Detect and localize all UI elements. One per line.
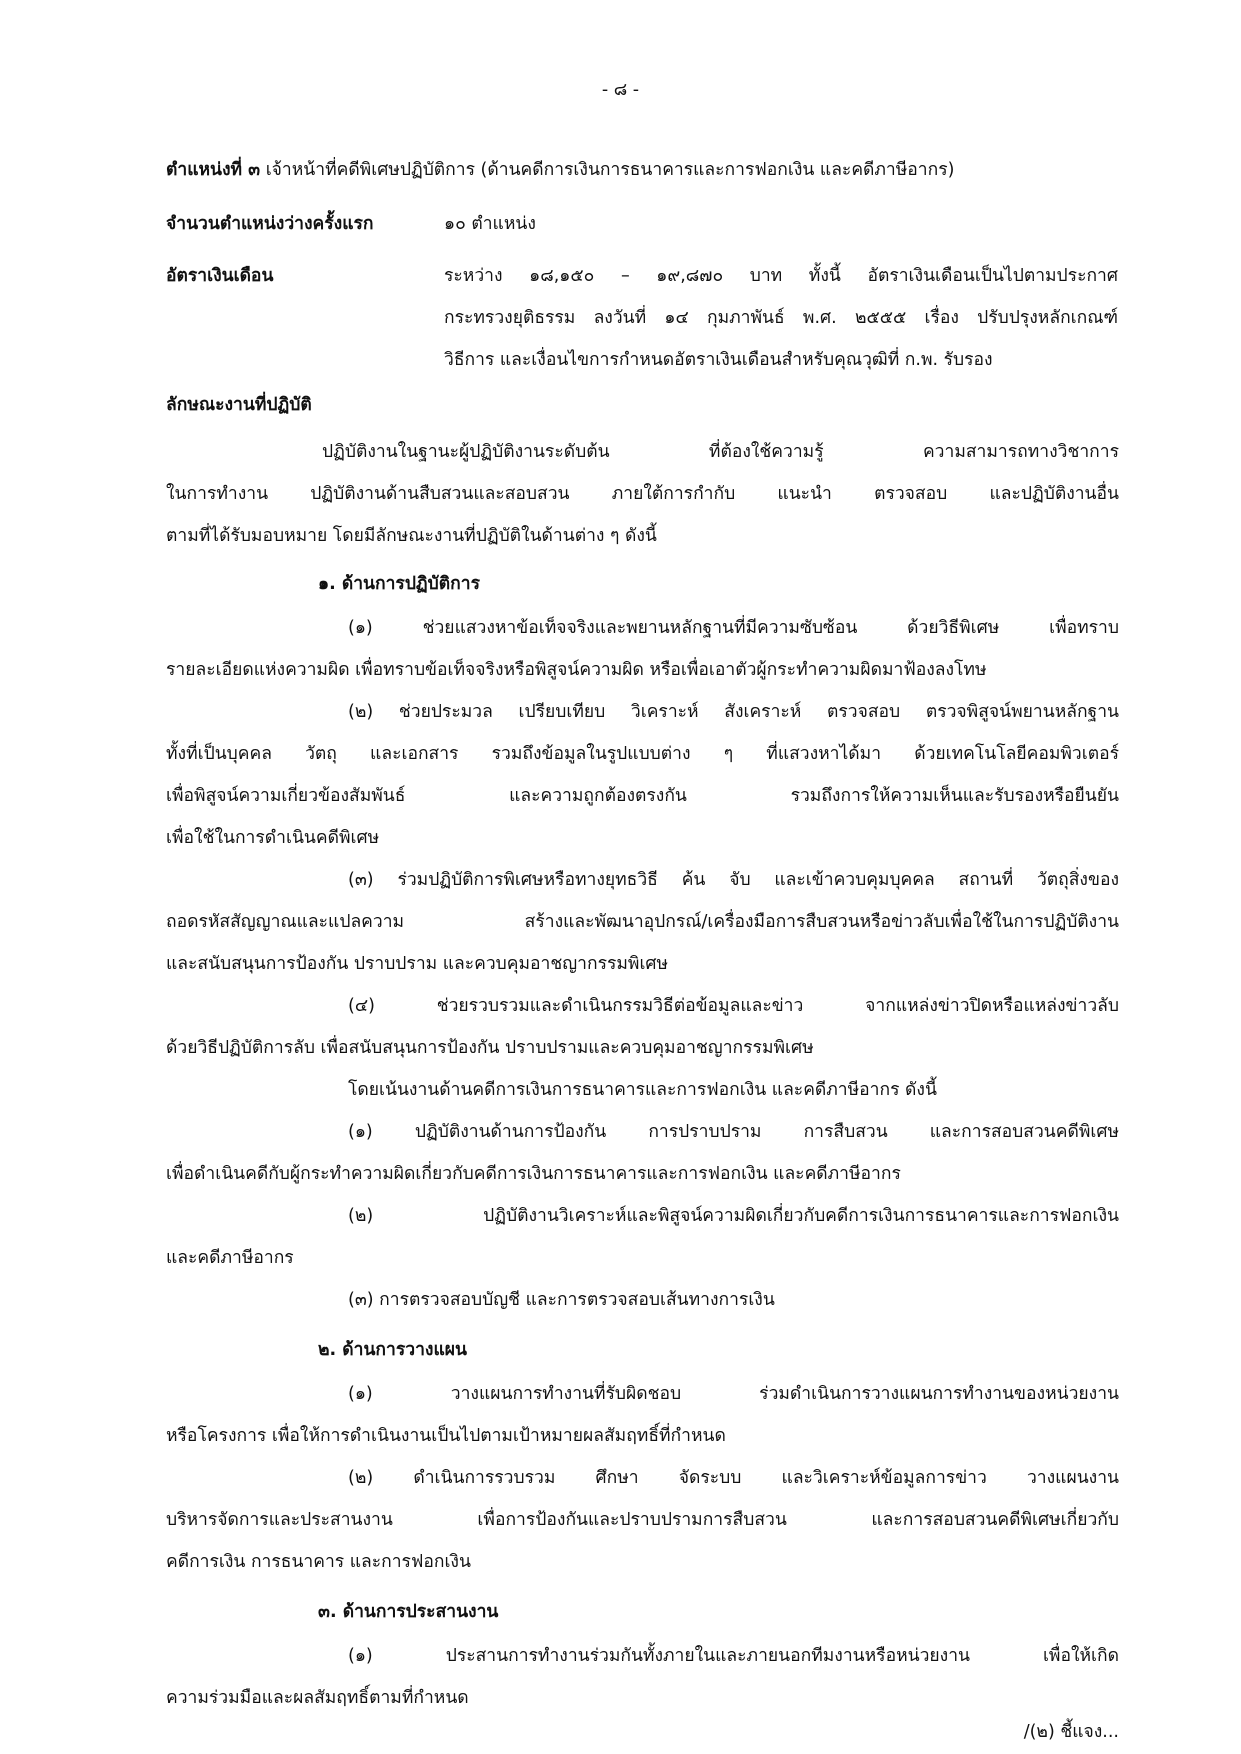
paragraph-line: (๓) ร่วมปฏิบัติการพิเศษหรือทางยุทธวิธี ค้น จับ และเข้าควบคุมบุคคล สถานที่ วัตถุสิ่งของ bbox=[348, 870, 1119, 890]
paragraph-line: บริหารจัดการและประสานงาน เพื่อการป้องกันและปราบปรามการสืบสวน และการสอบสวนคดีพิเศษเกี่ยวกับ bbox=[166, 1510, 1119, 1530]
paragraph-line: เพื่อพิสูจน์ความเกี่ยวข้องสัมพันธ์ และความถูกต้องตรงกัน รวมถึงการให้ความเห็นและรับรองหรือยืนยัน bbox=[166, 786, 1119, 806]
intro-line: ปฏิบัติงานในฐานะผู้ปฏิบัติงานระดับต้น ที่ต้องใช้ความรู้ ความสามารถทางวิชาการ bbox=[322, 442, 1119, 462]
paragraph-line: (๑) ปฏิบัติงานด้านการป้องกัน การปราบปราม การสืบสวน และการสอบสวนคดีพิเศษ bbox=[348, 1122, 1119, 1142]
paragraph-line: (๒) ดำเนินการรวบรวม ศึกษา จัดระบบ และวิเคราะห์ข้อมูลการข่าว วางแผนงาน bbox=[348, 1468, 1119, 1488]
intro-line: ตามที่ได้รับมอบหมาย โดยมีลักษณะงานที่ปฏิบัติในด้านต่าง ๆ ดังนี้ bbox=[166, 526, 657, 546]
position-title: เจ้าหน้าที่คดีพิเศษปฏิบัติการ (ด้านคดีการเงินการธนาคารและการฟอกเงิน และคดีภาษีอากร) bbox=[265, 160, 955, 180]
page-number: - ๘ - bbox=[601, 80, 640, 100]
paragraph-line: (๒) ปฏิบัติงานวิเคราะห์และพิสูจน์ความผิดเกี่ยวกับคดีการเงินการธนาคารและการฟอกเงิน bbox=[348, 1206, 1119, 1226]
paragraph-line: หรือโครงการ เพื่อให้การดำเนินงานเป็นไปตามเป้าหมายผลสัมฤทธิ์ที่กำหนด bbox=[166, 1426, 726, 1446]
intro-line: ในการทำงาน ปฏิบัติงานด้านสืบสวนและสอบสวน ภายใต้การกำกับ แนะนำ ตรวจสอบ และปฏิบัติงานอื่น bbox=[166, 484, 1119, 504]
section-heading: ๒. ด้านการวางแผน bbox=[318, 1340, 467, 1360]
vacancies-label: จำนวนตำแหน่งว่างครั้งแรก bbox=[166, 214, 374, 234]
paragraph-line: เพื่อใช้ในการดำเนินคดีพิเศษ bbox=[166, 828, 380, 848]
paragraph-line: (๓) การตรวจสอบบัญชี และการตรวจสอบเส้นทางการเงิน bbox=[348, 1290, 775, 1310]
paragraph-line: ทั้งที่เป็นบุคคล วัตถุ และเอกสาร รวมถึงข้อมูลในรูปแบบต่าง ๆ ที่แสวงหาได้มา ด้วยเทคโนโลยีคอมพิวเตอร์ bbox=[166, 744, 1119, 764]
salary-line: กระทรวงยุติธรรม ลงวันที่ ๑๔ กุมภาพันธ์ พ.ศ. ๒๕๕๕ เรื่อง ปรับปรุงหลักเกณฑ์ bbox=[444, 308, 1118, 328]
position-label: ตำแหน่งที่ ๓ bbox=[166, 160, 261, 180]
paragraph-line: และคดีภาษีอากร bbox=[166, 1248, 294, 1268]
paragraph-line: และสนับสนุนการป้องกัน ปราบปราม และควบคุมอาชญากรรมพิเศษ bbox=[166, 954, 669, 974]
paragraph-line: ด้วยวิธีปฏิบัติการลับ เพื่อสนับสนุนการป้องกัน ปราบปรามและควบคุมอาชญากรรมพิเศษ bbox=[166, 1038, 814, 1058]
section-heading: ๑. ด้านการปฏิบัติการ bbox=[318, 574, 480, 594]
paragraph-line: คดีการเงิน การธนาคาร และการฟอกเงิน bbox=[166, 1552, 471, 1572]
paragraph-line: ถอดรหัสสัญญาณและแปลความ สร้างและพัฒนาอุปกรณ์/เครื่องมือการสืบสวนหรือข่าวลับเพื่อใช้ในการปฏิบัติงาน bbox=[166, 912, 1119, 932]
section-heading: ๓. ด้านการประสานงาน bbox=[318, 1602, 499, 1622]
duties-heading: ลักษณะงานที่ปฏิบัติ bbox=[166, 395, 312, 415]
salary-label: อัตราเงินเดือน bbox=[166, 266, 274, 286]
paragraph-line: เพื่อดำเนินคดีกับผู้กระทำความผิดเกี่ยวกับคดีการเงินการธนาคารและการฟอกเงิน และคดีภาษีอากร bbox=[166, 1164, 901, 1184]
paragraph-line: (๔) ช่วยรวบรวมและดำเนินกรรมวิธีต่อข้อมูลและข่าว จากแหล่งข่าวปิดหรือแหล่งข่าวลับ bbox=[348, 996, 1119, 1016]
paragraph-line: รายละเอียดแห่งความผิด เพื่อทราบข้อเท็จจริงหรือพิสูจน์ความผิด หรือเพื่อเอาตัวผู้กระทำความผิดมาฟ้องลงโทษ bbox=[166, 660, 987, 680]
position-header bbox=[166, 150, 954, 192]
salary-line: วิธีการ และเงื่อนไขการกำหนดอัตราเงินเดือนสำหรับคุณวุฒิที่ ก.พ. รับรอง bbox=[444, 350, 993, 370]
paragraph-line: (๒) ช่วยประมวล เปรียบเทียบ วิเคราะห์ สังเคราะห์ ตรวจสอบ ตรวจพิสูจน์พยานหลักฐาน bbox=[348, 702, 1119, 722]
vacancies-value: ๑๐ ตำแหน่ง bbox=[444, 214, 536, 234]
paragraph-line: (๑) ช่วยแสวงหาข้อเท็จจริงและพยานหลักฐานที่มีความซับซ้อน ด้วยวิธีพิเศษ เพื่อทราบ bbox=[348, 618, 1119, 638]
paragraph-line: ความร่วมมือและผลสัมฤทธิ์ตามที่กำหนด bbox=[166, 1688, 469, 1708]
paragraph-line: โดยเน้นงานด้านคดีการเงินการธนาคารและการฟอกเงิน และคดีภาษีอากร ดังนี้ bbox=[348, 1080, 937, 1100]
salary-line: ระหว่าง ๑๘,๑๕๐ – ๑๙,๘๗๐ บาท ทั้งนี้ อัตราเงินเดือนเป็นไปตามประกาศ bbox=[444, 266, 1118, 286]
paragraph-line: (๑) วางแผนการทำงานที่รับผิดชอบ ร่วมดำเนินการวางแผนการทำงานของหน่วยงาน bbox=[348, 1384, 1119, 1404]
continuation-note: /(๒) ชี้แจง... bbox=[1023, 1722, 1119, 1742]
paragraph-line: (๑) ประสานการทำงานร่วมกันทั้งภายในและภายนอกทีมงานหรือหน่วยงาน เพื่อให้เกิด bbox=[348, 1646, 1119, 1666]
